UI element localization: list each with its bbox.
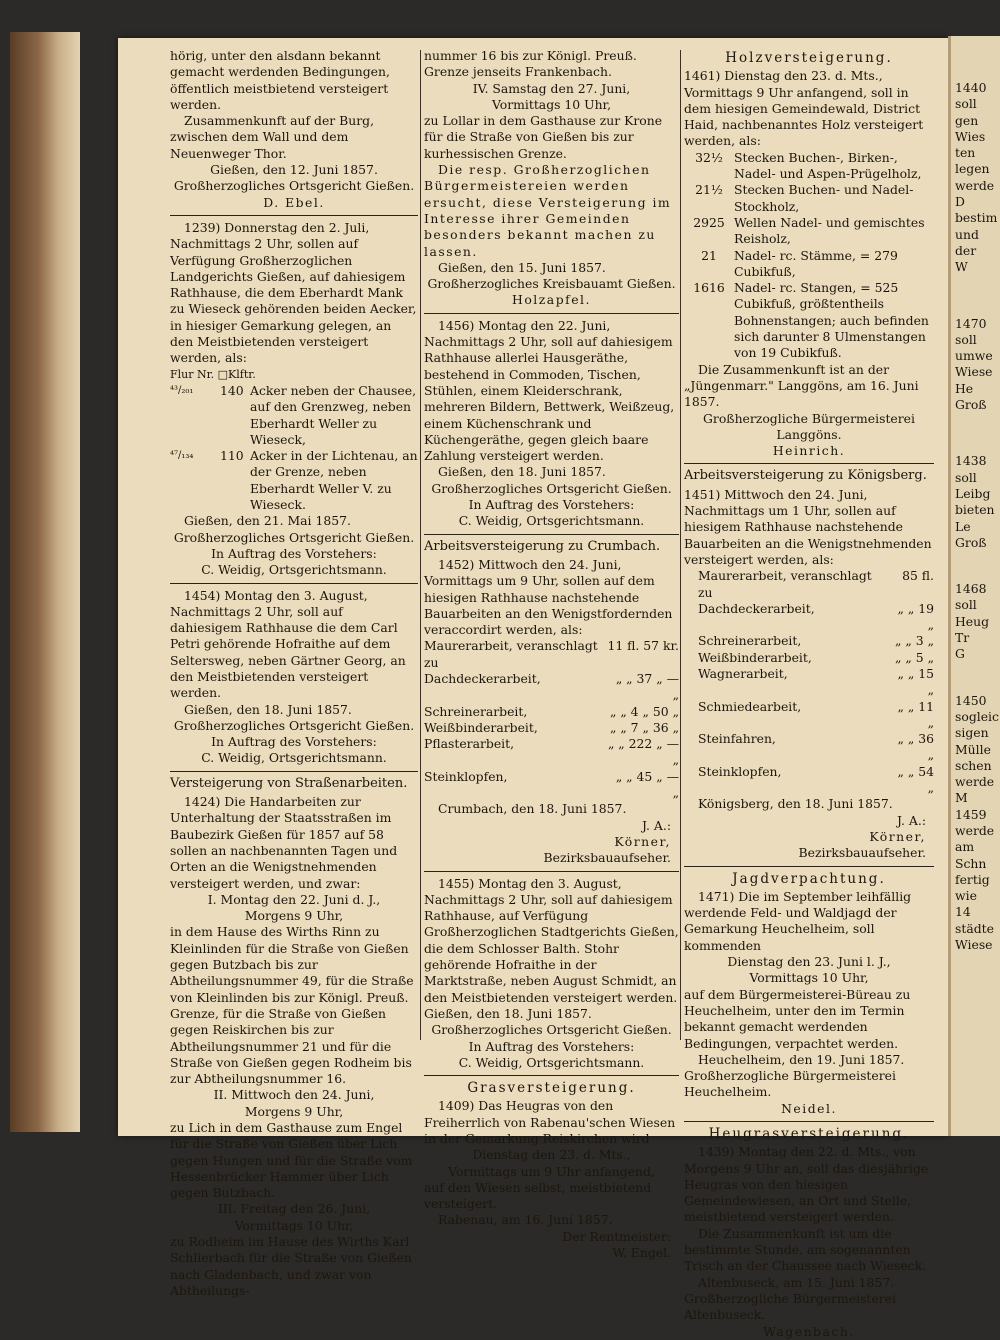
fragment: werde (955, 774, 995, 790)
fragment: werde (955, 177, 995, 193)
fragment: 1468 (955, 581, 987, 597)
column-rule (680, 50, 681, 1040)
fragment: sigen (955, 725, 989, 741)
book-spine-edge (10, 32, 80, 1132)
notice-1409 (424, 1080, 679, 1261)
wood-desc: Stecken Buchen- und Nadel-Stockholz, (734, 182, 914, 214)
notice-text: zu Lollar in dem Gasthause zur Krone für die Straße von Gießen bis zur kurhessischen Grenze. (424, 113, 663, 161)
column-2 (424, 48, 679, 1261)
work-name: Dachdeckerarbeit, (424, 670, 541, 686)
fragment: He (955, 380, 974, 396)
schedule-day: III. Freitag den 26. Juni, (217, 1201, 371, 1217)
notice-text: 1439) Montag den 22. d. Mts., von Morgens 9 Uhr an, soll das diesjährige Heugras von den hiesigen Gemeindewiesen, an Ort und Stelle, meistbietend versteigert werden. (684, 1144, 929, 1225)
table-row (424, 720, 679, 736)
notice-authority: Großherzogliches Ortsgericht Gießen. (173, 529, 415, 545)
fragment: W (955, 259, 968, 275)
fragment: soll (955, 96, 977, 112)
schedule-time: Morgens 9 Uhr, (244, 1103, 344, 1119)
work-cost: „ „ 3 „ (895, 633, 934, 649)
fragment: 1440 (955, 80, 987, 95)
notice-signature: Neidel. (781, 1100, 837, 1116)
table-row (424, 671, 679, 704)
parcel-desc: Acker in der Lichtenau, an der Grenze, neben Eberhardt Weller V. zu Wieseck. (250, 448, 418, 513)
notice-signature: C. Weidig, Ortsgerichtsmann. (201, 562, 387, 578)
wood-table (684, 150, 934, 362)
table-row (684, 568, 934, 601)
notice-signature: Der Rentmeister: (562, 1228, 671, 1244)
divider (684, 463, 934, 464)
column-1 (170, 48, 418, 1299)
table-row (684, 731, 934, 764)
notice-date: Gießen, den 15. Juni 1857. (438, 259, 606, 275)
column-3 (684, 48, 934, 1340)
work-name: Steinfahren, (698, 731, 776, 747)
notice-text: 1239) Donnerstag den 2. Juli, Nachmittags 2 Uhr, sollen auf Verfügung Großherzoglichen Landgerichts Gießen, auf dahiesigem Rathhause, die dem Eberhardt Mank zu Wieseck gehörenden beiden Aecker, in hiesiger Gemarkung gelegen, an den Meistbietenden versteigert werden, als: (170, 219, 417, 366)
cut-off-fragments (951, 36, 1000, 953)
fragment: D (955, 194, 965, 210)
work-name: Schreinerarbeit, (424, 703, 528, 719)
schedule-day: I. Montag den 22. Juni d. J., (207, 891, 381, 907)
table-row (170, 383, 418, 448)
fragment: Wies (955, 128, 986, 144)
table-row (684, 666, 934, 699)
divider (170, 215, 418, 216)
fragment: soll (955, 469, 977, 485)
schedule-day: Dienstag den 23. d. Mts., (472, 1147, 631, 1163)
fragment: 1450 (955, 692, 987, 708)
work-cost: „ „ 5 „ (895, 649, 934, 665)
work-name: Schreinerarbeit, (698, 633, 802, 649)
work-name: Pflasterarbeit, (424, 736, 515, 752)
wood-qty: 2925 (693, 214, 725, 230)
notice-authority: Großherzogliche Bürgermeisterei Heuchelheim. (684, 1068, 896, 1100)
fragment: Heug (955, 613, 990, 629)
divider (424, 313, 679, 314)
notice-1424-continued (424, 48, 679, 309)
work-name: Steinklopfen, (424, 768, 508, 784)
work-cost: 85 fl. (902, 568, 934, 584)
wood-desc: Wellen Nadel- und gemischtes Reisholz, (734, 214, 925, 247)
table-row (684, 633, 934, 649)
notice-1451 (684, 468, 934, 861)
work-cost: „ „ 11 „ (897, 698, 934, 730)
work-name: Wagnerarbeit, (698, 665, 788, 681)
fragment: werde (955, 822, 995, 838)
notice-date: Altenbuseck, am 15. Juni 1857. (698, 1274, 895, 1290)
fragment: 14 (955, 904, 971, 920)
notice-signature: J. A.: (897, 812, 926, 828)
fragment: M (955, 790, 968, 806)
notice-signature: W. Engel. (612, 1245, 671, 1261)
schedule-time: Morgens 9 Uhr, (244, 908, 344, 924)
fragment: Schn (955, 855, 987, 871)
notice-date: Gießen, den 18. Juni 1857. (438, 464, 606, 480)
notice-signature: Bezirksbauaufseher. (798, 845, 926, 861)
fragment: wie (955, 888, 977, 904)
notice-signature: J. A.: (642, 817, 671, 833)
notice-text: 1454) Montag den 3. August, Nachmittags 2 Uhr, soll auf dahiesigem Rathhause die dem Carl Petri gehörende Hofraithe auf dem Seltersweg, neben Gärtner Georg, an den Meistbietenden versteigert werden. (170, 587, 406, 701)
fragment: 1470 (955, 315, 987, 331)
notice-text: Die Zusammenkunft ist an der „Jüngenmarr." Langgöns, am 16. Juni 1857. (684, 361, 919, 410)
wood-desc: Nadel- rc. Stämme, = 279 Cubikfuß, (734, 247, 898, 279)
notice-text: zu Lich in dem Gasthause zum Engel für die Straße von Gießen über Lich gegen Hungen und für die Straße vom Hessenbrücker Hammer über Lich gegen Butzbach. (170, 1120, 413, 1201)
notice-title: Holzversteigerung. (725, 50, 893, 66)
schedule-day: Dienstag den 23. Juni l. J., (727, 954, 891, 970)
notice-1455 (424, 876, 679, 1072)
notice-text: hörig, unter den alsdann bekannt gemacht werdenden Bedingungen, öffentlich meistbietend versteigert werden. (170, 48, 390, 112)
work-name: Dachdeckerarbeit, (698, 600, 815, 616)
fragment: Tr (955, 630, 970, 646)
fragment: Wiese (955, 937, 993, 953)
notice-authority: In Auftrag des Vorstehers: (211, 545, 377, 561)
schedule-time: Vormittags 10 Uhr, (491, 96, 612, 112)
notice-text: 1451) Mittwoch den 24. Juni, Nachmittags um 1 Uhr, sollen auf hiesigem Rathhause nachstehende Bauarbeiten an die Wenigstnehmenden versteigert werden, als: (684, 486, 932, 567)
table-row (424, 638, 679, 671)
work-cost: „ „ 222 „ — „ (607, 736, 679, 768)
notice-text: Die resp. Großherzoglichen Bürgermeistereien werden ersucht, diese Versteigerung im Interesse ihrer Gemeinden besonders bekannt machen zu lassen. (424, 162, 672, 259)
notice-authority: Großherzogliches Ortsgericht Gießen. (431, 480, 672, 496)
divider (170, 583, 418, 584)
parcel-size: 110 (220, 448, 244, 464)
table-row (424, 769, 679, 802)
wood-qty: 21½ (695, 182, 723, 198)
parcel-size: 140 (220, 382, 244, 398)
notice-authority: In Auftrag des Vorstehers: (468, 1038, 635, 1054)
notice-authority: In Auftrag des Vorstehers: (468, 497, 635, 513)
notice-text: Die Zusammenkunft ist um die bestimmte Stunde, am sogenannten Trisch an der Chaussee nach Wieseck. (684, 1225, 927, 1274)
notice-text: 1452) Mittwoch den 24. Juni, Vormittags um 9 Uhr, sollen auf dem hiesigen Rathhause nachstehende Bauarbeiten an den Wenigstfordernden veraccordirt werden, als: (424, 556, 673, 638)
fragment: 1438 (955, 453, 987, 469)
fragment: der (955, 242, 977, 258)
work-name: Maurerarbeit, veranschlagt zu (698, 568, 872, 600)
notice-authority: Großherzogliches Ortsgericht Gießen. (173, 717, 415, 733)
fragment: Wiese (955, 364, 993, 380)
schedule-day: IV. Samstag den 27. Juni, (472, 80, 631, 96)
fragment: soll (955, 597, 977, 613)
work-name: Schmiedearbeit, (698, 698, 802, 714)
schedule-day: II. Mittwoch den 24. Juni, (213, 1087, 375, 1103)
fragment: ten (955, 145, 976, 161)
wood-desc: Nadel- rc. Stangen, = 525 Cubikfuß, größtentheils Bohnenstangen; auch befinden sich darunter 8 Ulmenstangen von 19 Cubikfuß. (734, 280, 929, 361)
notice-text: nummer 16 bis zur Königl. Preuß. Grenze jenseits Frankenbach. (424, 48, 637, 80)
table-row (684, 601, 934, 634)
notice-text: 1461) Dienstag den 23. d. Mts., Vormittags 9 Uhr anfangend, soll in dem hiesigen Gemeindewald, District Haid, nachbenanntes Holz versteigert werden, als: (684, 68, 924, 149)
work-cost: „ „ 54 „ (897, 763, 934, 796)
notice-1461 (684, 50, 934, 459)
fragment: schen (955, 757, 992, 773)
fragment: gen (955, 112, 979, 128)
notice-signature: Körner, (614, 833, 671, 849)
parcel-number: ⁴³/₂₀₁ (170, 384, 194, 396)
table-row (684, 150, 934, 183)
notice-date: Königsberg, den 18. Juni 1857. (698, 796, 893, 812)
wood-qty: 1616 (693, 280, 725, 296)
divider (424, 534, 679, 535)
next-page-edge (948, 36, 1000, 1136)
notice-text: in dem Hause des Wirths Rinn zu Kleinlinden für die Straße von Gießen gegen Butzbach bis zur Abtheilungsnummer 49, für die Straße von Kleinlinden bis zur Königl. Preuß. Grenze, für die Straße von Gießen gegen Reiskirchen bis zur Abtheilungsnummer 21 und für die Straße von Gießen gegen Rodheim bis zur Abtheilungsnummer 16. (170, 924, 414, 1087)
work-name: Steinklopfen, (698, 763, 782, 779)
notice-1239 (170, 220, 418, 579)
table-row (684, 248, 934, 281)
notice-text: auf den Wiesen selbst, meistbietend versteigert. (424, 1179, 652, 1212)
divider (424, 1075, 679, 1076)
newspaper-page (118, 38, 948, 1339)
notice-authority: Großherzogliche Bürgermeisterei Langgöns. (703, 410, 915, 442)
table-row (424, 704, 679, 720)
notice-signature: Holzapfel. (512, 292, 591, 308)
notice-date: Heuchelheim, den 19. Juni 1857. (698, 1051, 905, 1067)
work-name: Maurerarbeit, veranschlagt zu (424, 638, 598, 670)
table-row (684, 182, 934, 215)
fragment: bieten (955, 502, 995, 518)
table-row (684, 699, 934, 732)
fragment: 1459 (955, 806, 987, 822)
notice-signature: D. Ebel. (263, 194, 325, 210)
column-rule (420, 50, 421, 1040)
notice-date: Crumbach, den 18. Juni 1857. (438, 801, 627, 817)
divider (684, 866, 934, 867)
table-row (684, 650, 934, 666)
notice-date: Gießen, den 21. Mai 1857. (184, 513, 351, 529)
notice-text: zu Rodheim im Hause des Wirths Karl Schlierbach für die Straße von Gießen nach Gladenbach, und zwar von Abtheilungs- (170, 1234, 412, 1298)
notice-text: 1455) Montag den 3. August, Nachmittags 2 Uhr, soll auf dahiesigem Rathhause, auf Verfügung Großherzoglichen Stadtgerichts Gießen, die dem Schlosser Balth. Stohr gehörende Hofraithe in der Marktstraße, neben August Schmidt, an den Meistbietenden versteigert werden. Gießen, den 18. Juni 1857. (424, 875, 679, 1021)
parcel-desc: Acker neben der Chausee, auf den Grenzweg, neben Eberhardt Weller zu Wieseck, (250, 382, 417, 447)
notice-authority: Großherzogliches Ortsgericht Gießen. (173, 178, 415, 194)
fragment: Mülle (955, 741, 991, 757)
fragment: G (955, 646, 965, 662)
notice-signature: C. Weidig, Ortsgerichtsmann. (201, 750, 387, 766)
work-cost: „ „ 45 „ — „ (615, 768, 679, 801)
table-row (170, 448, 418, 513)
table-row (424, 736, 679, 769)
notice-1439 (684, 1126, 934, 1340)
work-cost: „ „ 19 „ (897, 600, 934, 633)
fragment: soll (955, 331, 977, 347)
notice-1454 (170, 588, 418, 767)
work-name: Weißbinderarbeit, (698, 649, 812, 665)
wood-qty: 32½ (695, 149, 723, 165)
table-row (684, 215, 934, 248)
notice-signature: Bezirksbauaufseher. (543, 850, 671, 866)
notice-1456 (424, 318, 679, 530)
notice-signature: C. Weidig, Ortsgerichtsmann. (458, 513, 645, 529)
divider (170, 771, 418, 772)
notice-signature: Heinrich. (772, 443, 846, 459)
fragment: bestim (955, 210, 998, 226)
notice-authority: Großherzogliche Bürgermeisterei Altenbuseck. (684, 1290, 896, 1323)
notice-title: Versteigerung von Straßenarbeiten. (170, 775, 408, 791)
fragment: Le (955, 518, 971, 534)
parcel-number: ⁴⁷/₁₃₄ (170, 450, 194, 462)
fragment: am (955, 839, 975, 855)
works-table (684, 568, 934, 796)
works-table (424, 638, 679, 801)
work-cost: „ „ 37 „ — „ (615, 670, 679, 703)
notice-authority: Großherzogliches Ortsgericht Gießen. (431, 1022, 672, 1038)
notice-title: Arbeitsversteigerung zu Crumbach. (424, 538, 661, 554)
work-cost: „ „ 15 „ (897, 665, 934, 698)
divider (424, 871, 679, 872)
table-row (684, 764, 934, 797)
notice-text: auf dem Bürgermeisterei-Büreau zu Heuchelheim, unter den im Termin bekannt gemacht werdenden Bedingungen, verpachtet werden. (684, 986, 911, 1051)
notice-text: 1424) Die Handarbeiten zur Unterhaltung der Staatsstraßen im Baubezirk Gießen für 1857 auf 58 sollen an nachbenannten Tagen und Orten an die Wenigstnehmenden versteigert werden, und zwar: (170, 794, 398, 891)
schedule-time: Vormittags um 9 Uhr anfangend, (448, 1163, 655, 1179)
wood-qty: 21 (701, 247, 717, 263)
notice-title: Heugrasversteigerung. (708, 1126, 910, 1142)
notice-auction-continued (170, 48, 418, 211)
notice-title: Arbeitsversteigerung zu Königsberg. (684, 468, 927, 484)
notice-title: Jagdverpachtung. (732, 870, 886, 887)
notice-text: Zusammenkunft auf der Burg, zwischen dem Wall und dem Neuenweger Thor. (170, 113, 375, 161)
fragment: Groß (955, 397, 987, 413)
notice-date: Gießen, den 18. Juni 1857. (184, 701, 352, 717)
notice-1471 (684, 871, 934, 1117)
notice-date: Rabenau, am 16. Juni 1857. (438, 1212, 613, 1228)
parcel-table (170, 383, 418, 513)
notice-authority: In Auftrag des Vorstehers: (211, 734, 377, 750)
wood-desc: Stecken Buchen-, Birken-, Nadel- und Aspen-Prügelholz, (734, 149, 922, 182)
fragment: fertig (955, 871, 990, 887)
fragment: und (955, 226, 979, 242)
fragment: städte (955, 920, 994, 936)
work-cost: „ „ 36 „ (897, 731, 934, 763)
notice-text: 1471) Die im September leihfällig werdende Feld- und Waldjagd der Gemarkung Heuchelheim, soll kommenden (684, 888, 912, 953)
notice-text: 1456) Montag den 22. Juni, Nachmittags 2 Uhr, soll auf dahiesigem Rathhause allerlei Hausgeräthe, bestehend in Commoden, Tischen, Stühlen, einem Kleiderschrank, mehreren Bildern, Bettwerk, Weißzeug, einem Küchenschrank und Küchengeräthe, gegen gleich baare Zahlung versteigert werden. (424, 317, 675, 464)
fragment: Leibg (955, 485, 991, 501)
fragment: umwe (955, 348, 993, 364)
schedule-time: Vormittags 10 Uhr, (749, 970, 869, 986)
work-cost: „ „ 7 „ 36 „ (609, 719, 679, 735)
notice-title: Grasversteigerung. (467, 1080, 636, 1097)
notice-signature: Wagenbach. (763, 1323, 855, 1339)
notice-signature: Körner, (869, 828, 926, 844)
notice-1452 (424, 539, 679, 867)
notice-text: 1409) Das Heugras von den Freiherrlich von Rabenau'schen Wiesen in der Gemarkung Reiskirchen wird (424, 1098, 676, 1146)
table-row (684, 280, 934, 361)
notice-signature: C. Weidig, Ortsgerichtsmann. (458, 1054, 645, 1070)
work-cost: 11 fl. 57 kr. (607, 638, 679, 654)
fragment: legen (955, 161, 990, 177)
work-name: Weißbinderarbeit, (424, 719, 538, 735)
notice-date: Gießen, den 12. Juni 1857. (210, 162, 378, 178)
table-header: Flur Nr. □Klftr. (170, 367, 256, 381)
divider (684, 1121, 934, 1122)
schedule-time: Vormittags 10 Uhr, (234, 1217, 354, 1233)
notice-authority: Großherzogliches Kreisbauamt Gießen. (427, 276, 676, 292)
fragment: Groß (955, 534, 987, 550)
notice-1424 (170, 776, 418, 1300)
work-cost: „ „ 4 „ 50 „ (609, 703, 679, 719)
fragment: sogleic (955, 708, 999, 724)
